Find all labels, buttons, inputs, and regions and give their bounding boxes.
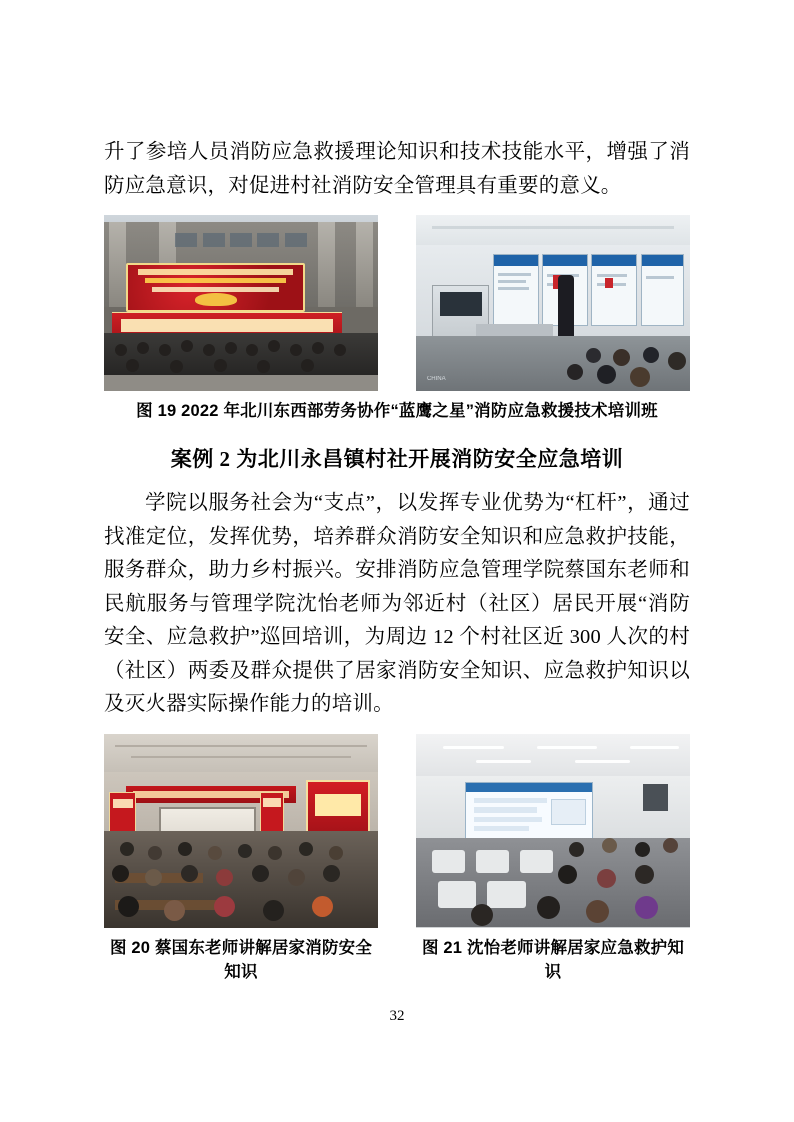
slide-text-box bbox=[474, 807, 537, 812]
board-header bbox=[642, 255, 683, 266]
figure-19-right-photo bbox=[416, 215, 690, 391]
wall-speaker bbox=[643, 784, 668, 811]
exhibition-board bbox=[591, 254, 637, 326]
photo-window bbox=[230, 233, 252, 247]
photo-column bbox=[109, 222, 126, 306]
board-line bbox=[498, 280, 526, 283]
board-header bbox=[592, 255, 636, 266]
cabinet-screen bbox=[440, 292, 482, 316]
photo-window bbox=[203, 233, 225, 247]
audience-head bbox=[537, 896, 560, 919]
board-header bbox=[494, 255, 538, 266]
chair bbox=[476, 850, 509, 873]
board-line bbox=[597, 274, 628, 277]
crowd-head bbox=[225, 342, 237, 354]
paragraph-case-2: 学院以服务社会为“支点”，以发挥专业优势为“杠杆”，通过找准定位，发挥优势，培养群众消防安全知识和应急救护技能，服务群众，助力乡村振兴。安排消防应急管理学院蔡国东老师和民航服务与管理学院沈怡老师为邻近村（社区）居民开展“消防安全、应急救护”巡回培训，为周边 12 个村社区近 300 人次的村（社区）两委及群众提供了居家消防安全知识、应急救护知识以及灭火器实际操作能力的培训。 bbox=[104, 492, 690, 715]
photo-ceiling bbox=[416, 215, 690, 245]
banner-text bbox=[121, 319, 333, 332]
crowd-head bbox=[203, 344, 215, 356]
audience-head bbox=[663, 838, 678, 853]
slide-text-box bbox=[474, 798, 547, 803]
figure-20-21-image-row bbox=[104, 734, 690, 928]
backdrop-emblem bbox=[195, 293, 237, 306]
ceiling-lamp bbox=[476, 760, 531, 763]
poster-text bbox=[113, 799, 133, 808]
paragraph-continuation: 升了参培人员消防应急救援理论知识和技术技能水平，增强了消防应急意识，对促进村社消防安全管理具有重要的意义。 bbox=[104, 141, 690, 197]
slide-figure bbox=[551, 799, 586, 824]
crowd-head bbox=[137, 342, 149, 354]
audience-head bbox=[288, 869, 305, 886]
poster-text bbox=[263, 798, 281, 806]
figure-21-caption: 图 21 沈怡老师讲解居家应急救护知识 bbox=[421, 938, 685, 981]
audience-head bbox=[178, 842, 192, 856]
audience-head bbox=[471, 904, 493, 926]
ceiling-lamp bbox=[630, 746, 679, 749]
crowd-head bbox=[301, 359, 314, 372]
audience-head bbox=[329, 846, 343, 860]
crowd-head bbox=[159, 344, 171, 356]
ceiling-lamp bbox=[575, 760, 630, 763]
page-number: 32 bbox=[389, 1008, 405, 1024]
crowd-head bbox=[214, 359, 227, 372]
board-line bbox=[498, 287, 529, 290]
figure-19-image-row bbox=[104, 215, 690, 391]
photo-watermark: CHINA bbox=[426, 376, 446, 383]
crowd-head bbox=[126, 359, 139, 372]
photo-ceiling bbox=[416, 734, 690, 777]
photo-window bbox=[285, 233, 307, 247]
figure-20-caption: 图 20 蔡国东老师讲解居家消防安全知识 bbox=[109, 938, 373, 981]
crowd-head bbox=[115, 344, 127, 356]
photo-ground bbox=[104, 375, 378, 391]
ceiling-lamp bbox=[443, 746, 503, 749]
photo-floor bbox=[416, 336, 690, 391]
exhibition-board bbox=[641, 254, 684, 326]
figure-19-left-photo bbox=[104, 215, 378, 391]
backdrop-text-line bbox=[152, 287, 278, 292]
backdrop-text-line bbox=[145, 278, 285, 283]
exhibition-board bbox=[493, 254, 539, 326]
chair bbox=[432, 850, 465, 873]
board-graphic bbox=[605, 278, 613, 288]
photo-window bbox=[257, 233, 279, 247]
audience-head bbox=[148, 846, 162, 860]
photo-stage-backdrop bbox=[126, 263, 305, 313]
board-line bbox=[498, 273, 530, 276]
page-content bbox=[104, 136, 690, 982]
chair bbox=[487, 881, 525, 908]
audience-head bbox=[181, 865, 198, 882]
board-line bbox=[646, 276, 674, 279]
audience-head bbox=[597, 365, 616, 384]
crowd-head bbox=[181, 340, 193, 352]
ceiling-light bbox=[432, 226, 673, 229]
slide-text-box bbox=[474, 817, 542, 822]
audience-head bbox=[668, 352, 686, 370]
audience-head bbox=[586, 348, 601, 363]
photo-ceiling bbox=[104, 734, 378, 773]
ceiling-beam bbox=[131, 756, 350, 758]
presenter-figure bbox=[558, 275, 574, 345]
case-2-heading: 案例 2 为北川永昌镇村社开展消防安全应急培训 bbox=[170, 447, 624, 471]
presentation-slide bbox=[465, 782, 593, 842]
figure-21-photo bbox=[416, 734, 690, 928]
ceiling-lamp bbox=[537, 746, 597, 749]
board-header bbox=[543, 255, 587, 266]
crowd-head bbox=[334, 344, 346, 356]
audience-head bbox=[597, 869, 616, 888]
photo-column bbox=[318, 222, 335, 306]
figure-20-photo bbox=[104, 734, 378, 928]
sign-number bbox=[315, 794, 361, 815]
ceiling-beam bbox=[115, 745, 367, 747]
figure-19-caption: 图 19 2022 年北川东西部劳务协作“蓝鹰之星”消防应急救援技术培训班 bbox=[136, 402, 658, 420]
backdrop-text-line bbox=[138, 269, 292, 274]
photo-column bbox=[356, 222, 373, 306]
chair bbox=[520, 850, 553, 873]
audience-head bbox=[299, 842, 313, 856]
slide-text-box bbox=[474, 826, 529, 831]
photo-window bbox=[175, 233, 197, 247]
slide-header bbox=[466, 783, 592, 792]
chair bbox=[438, 881, 476, 908]
audience-head bbox=[214, 896, 235, 917]
audience-head bbox=[118, 896, 139, 917]
